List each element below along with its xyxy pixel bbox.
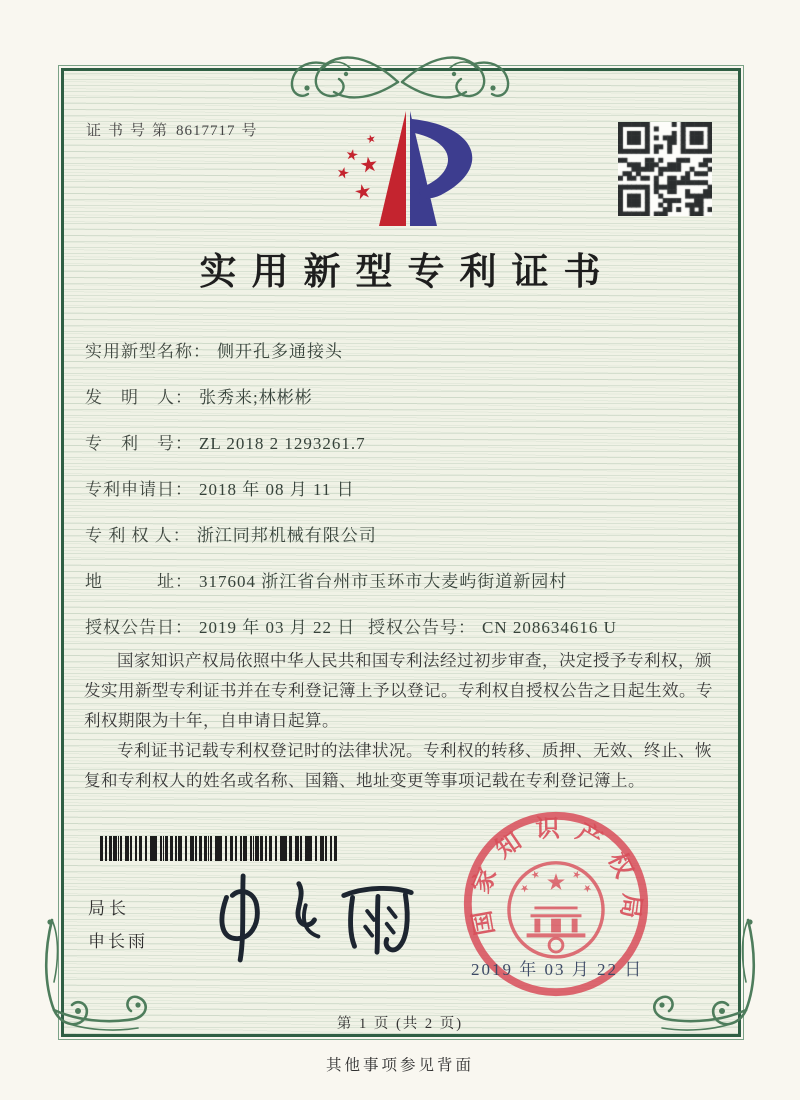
- field-value: CN 208634616 U: [482, 618, 617, 637]
- field-value: ZL 2018 2 1293261.7: [199, 434, 366, 453]
- barcode: [100, 836, 338, 861]
- certificate-title: 实用新型专利证书: [199, 252, 616, 293]
- field-label: 实用新型名称：: [85, 342, 211, 361]
- field-label: 专利申请日：: [85, 480, 193, 499]
- field-label: 发 明 人：: [85, 388, 193, 407]
- field-value: 317604 浙江省台州市玉环市大麦屿街道新园村: [199, 572, 568, 591]
- certificate-number-suffix: 号: [241, 123, 258, 139]
- field-value: 2019 年 03 月 22 日: [199, 618, 356, 637]
- field-row-filing-date: [85, 475, 355, 500]
- field-row-patentee: [85, 521, 377, 546]
- field-value: 张秀来;林彬彬: [199, 388, 313, 407]
- seal-date: 2019 年 03 月 22 日: [471, 960, 644, 979]
- field-value: 2018 年 08 月 11 日: [199, 480, 355, 499]
- page-number: 第 1 页 (共 2 页): [336, 1016, 464, 1032]
- director-title-label: 局长: [88, 899, 130, 918]
- body-paragraph-grant-statement: 国家知识产权局依照中华人民共和国专利法经过初步审查，决定授予专利权，颁发实用新型专利证书并在专利登记簿上予以登记。专利权自授权公告之日起生效。专利权期限为十年，自申请日起算。: [84, 651, 713, 731]
- field-value: 浙江同邦机械有限公司: [196, 526, 377, 545]
- seal-text: 国家知识产权局: [466, 815, 646, 938]
- field-row-inventor: [85, 383, 313, 408]
- field-label: 授权公告日：: [85, 618, 193, 637]
- cnipa-logo-icon: [322, 106, 492, 236]
- field-label: 授权公告号：: [368, 618, 476, 637]
- director-signature: [205, 866, 420, 964]
- national-emblem-icon: [509, 863, 603, 957]
- certificate-body-text: [84, 646, 722, 796]
- field-row-utility-model-name: [85, 337, 343, 362]
- field-label: 专 利 号：: [85, 434, 193, 453]
- certificate-number-prefix: 证书号第: [86, 123, 175, 139]
- certificate-number: [86, 119, 258, 140]
- field-label: 地 址：: [85, 572, 193, 591]
- back-side-note: 其他事项参见背面: [325, 1057, 474, 1074]
- field-row-patent-number: [85, 429, 366, 454]
- certificate-number-value: 8617717: [176, 123, 236, 139]
- field-row-address: [85, 567, 567, 592]
- body-paragraph-register-statement: 专利证书记载专利权登记时的法律状况。专利权的转移、质押、无效、终止、恢复和专利权人的姓名或名称、国籍、地址变更等事项记载在专利登记簿上。: [84, 741, 712, 791]
- top-center-flourish-ornament: [250, 36, 550, 102]
- field-label: 专 利 权 人：: [85, 526, 191, 545]
- director-name: 申长雨: [88, 932, 148, 951]
- qr-code: [618, 122, 712, 216]
- field-value: 侧开孔多通接头: [217, 342, 343, 361]
- field-row-grant-date-and-number: [85, 613, 617, 638]
